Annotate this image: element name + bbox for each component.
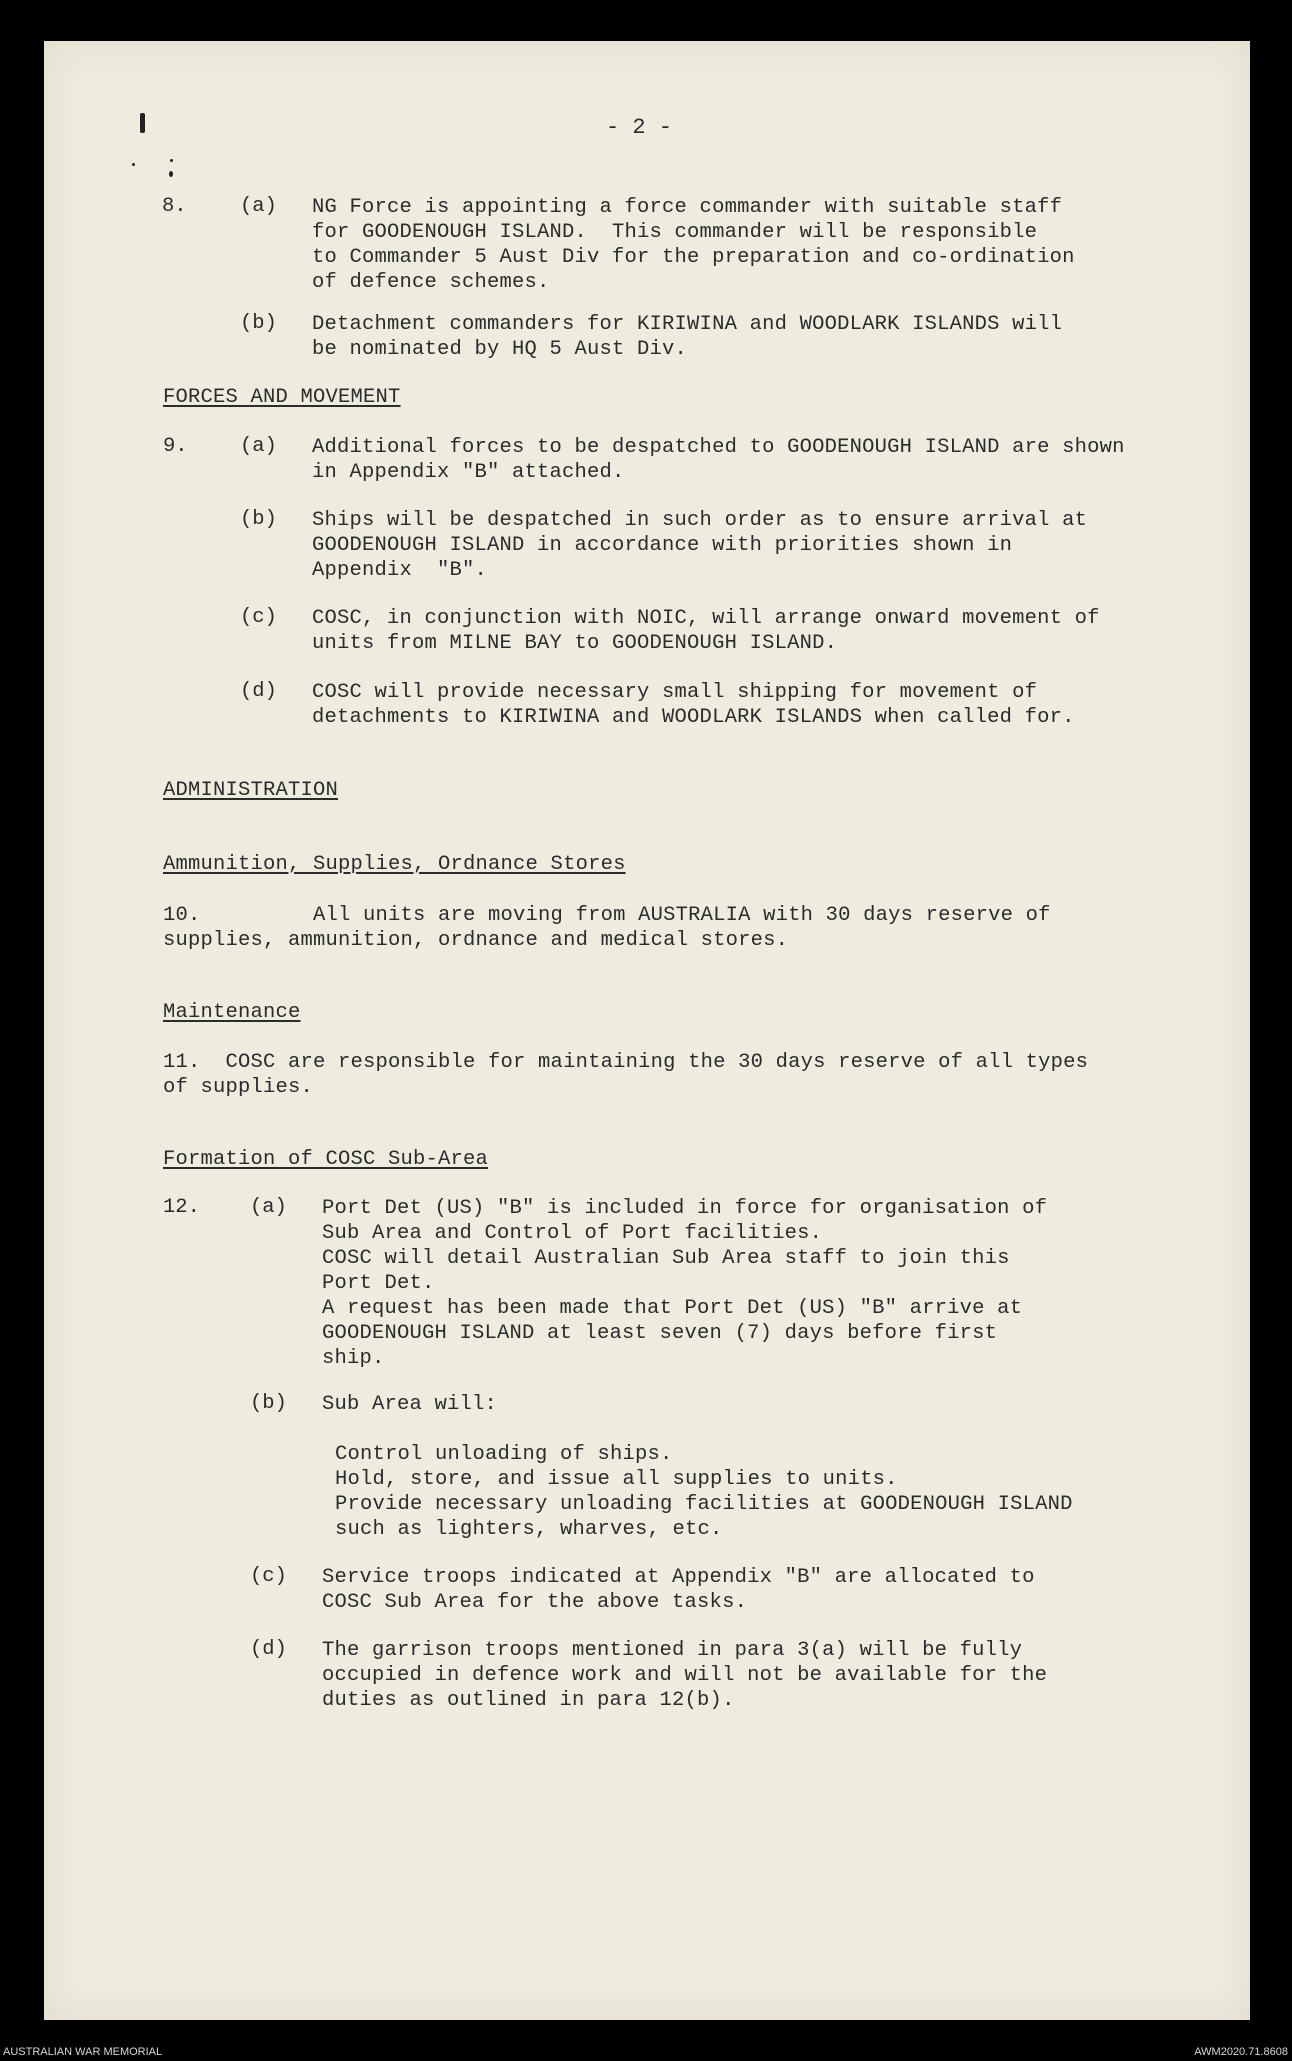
footer-institution: AUSTRALIAN WAR MEMORIAL: [3, 2046, 163, 2058]
para-9c-text: COSC, in conjunction with NOIC, will arrange onward movement of units from MILNE BAY to GOODENOUGH ISLAND.: [312, 607, 1100, 655]
para-8a-text: NG Force is appointing a force commander with suitable staff for GOODENOUGH ISLAND. This commander will be responsible to Commander 5 Aust Div for the preparation and co-ordination of defence schemes.: [312, 196, 1075, 294]
para-12d-label: (d): [250, 1638, 287, 1661]
para-9d-label: (d): [240, 680, 277, 703]
para-12c-text: Service troops indicated at Appendix "B" are allocated to COSC Sub Area for the above tasks.: [322, 1566, 1035, 1614]
cosc-subarea-heading: Formation of COSC Sub-Area: [163, 1148, 489, 1171]
para-9c-label: (c): [240, 606, 277, 629]
para-12d-text: The garrison troops mentioned in para 3(a) will be fully occupied in defence work and will not be available for the duties as outlined in para 12(b).: [322, 1639, 1048, 1712]
ink-fleck: [140, 113, 145, 133]
para-12a-text: Port Det (US) "B" is included in force for organisation of Sub Area and Control of Port facilities. COSC will detail Australian Sub Area staff to join this Port Det. A request has been made that Port Det (US) "B" arrive at GOODENOUGH ISLAND at least seven (7) days before first ship.: [322, 1197, 1048, 1370]
para-8b-text: Detachment commanders for KIRIWINA and WOODLARK ISLANDS will be nominated by HQ 5 Aust Div.: [312, 313, 1063, 361]
para-9a-text: Additional forces to be despatched to GOODENOUGH ISLAND are shown in Appendix "B" attached.: [312, 436, 1125, 484]
para-10-text: 10. All units are moving from AUSTRALIA with 30 days reserve of supplies, ammunition, ordnance and medical stores.: [163, 904, 1051, 952]
para-12b-list: Control unloading of ships. Hold, store, and issue all supplies to units. Provide necessary unloading facilities at GOODENOUGH ISLAND such as lighters, wharves, etc.: [335, 1443, 1073, 1541]
ink-fleck: [169, 171, 173, 177]
ink-fleck: [170, 159, 173, 162]
administration-heading: ADMINISTRATION: [163, 779, 339, 802]
para-12a-label: (a): [250, 1196, 287, 1219]
para-12c-label: (c): [250, 1565, 287, 1588]
para-9b-label: (b): [240, 508, 277, 531]
para-12-number: 12.: [163, 1196, 200, 1219]
forces-heading: FORCES AND MOVEMENT: [163, 386, 401, 409]
maintenance-heading: Maintenance: [163, 1001, 301, 1024]
para-11-text: 11. COSC are responsible for maintaining the 30 days reserve of all types of supplies.: [163, 1051, 1089, 1099]
para-9a-label: (a): [240, 435, 277, 458]
para-9-number: 9.: [163, 435, 188, 458]
para-12b-intro: Sub Area will:: [322, 1393, 498, 1416]
para-9b-text: Ships will be despatched in such order as to ensure arrival at GOODENOUGH ISLAND in accordance with priorities shown in Appendix "B".: [312, 509, 1088, 582]
footer-accession-number: AWM2020.71.8608: [1194, 2046, 1288, 2058]
page-number: - 2 -: [606, 115, 673, 140]
para-8-number: 8.: [162, 195, 187, 218]
ammunition-heading: Ammunition, Supplies, Ordnance Stores: [163, 853, 626, 876]
para-8b-label: (b): [240, 312, 277, 335]
ink-fleck: [132, 163, 135, 166]
para-9d-text: COSC will provide necessary small shipping for movement of detachments to KIRIWINA and WOODLARK ISLANDS when called for.: [312, 681, 1075, 729]
para-8a-label: (a): [240, 195, 277, 218]
para-12b-label: (b): [250, 1392, 287, 1415]
